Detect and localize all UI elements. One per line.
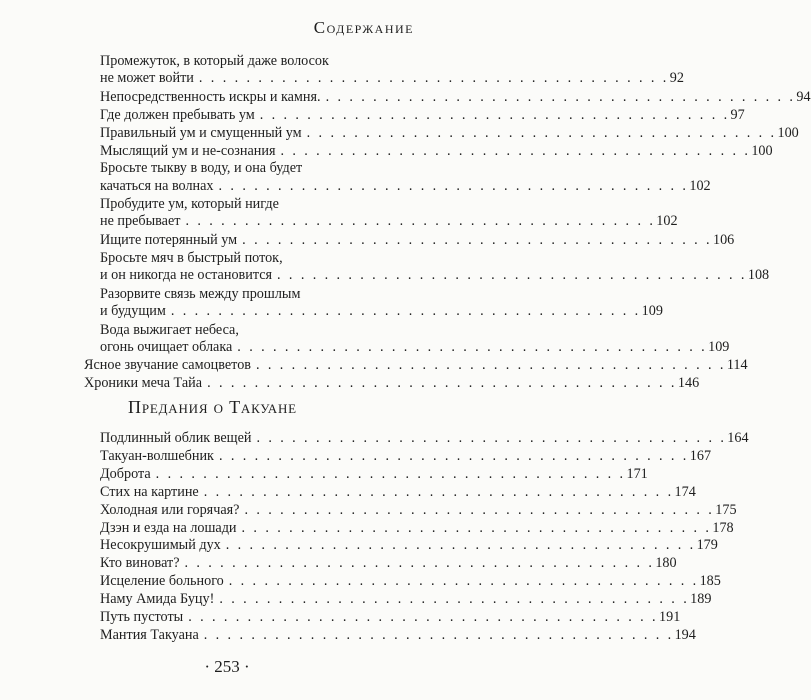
dot-leader: . . . . . . . . . . . . . . . . . . . . . . . . . . . . . . . . . . . . . . . . [203, 626, 674, 643]
toc-entry [84, 357, 748, 374]
toc-entry [100, 249, 770, 285]
dot-leader: . . . . . . . . . . . . . . . . . . . . . . . . . . . . . . . . . . . . . . . . [256, 430, 727, 446]
toc-entry-title-line: Правильный ум и смущенный ум [100, 124, 302, 141]
toc-entry [100, 591, 712, 608]
toc-entry-title-line: Кто виноват? [100, 555, 180, 572]
dot-leader: . . . . . . . . . . . . . . . . . . . . . . . . . . . . . . . . . . . . . . . . [185, 213, 656, 230]
toc-entry-page: 108 [747, 267, 770, 284]
section-title-part-2: акуане [240, 397, 297, 417]
toc-entry [100, 430, 749, 447]
toc-entry-title-line: Путь пустоты [100, 609, 184, 625]
toc-entry-title-line: Такуан-волшебник [100, 447, 214, 464]
toc-entry-title-line: Несокрушимый дух [100, 537, 221, 554]
dot-leader: . . . . . . . . . . . . . . . . . . . . . . . . . . . . . . . . . . . . . . . . [280, 142, 751, 159]
dot-leader: . . . . . . . . . . . . . . . . . . . . . . . . . . . . . . . . . . . . . . . . [219, 591, 690, 608]
toc-entry-page: 106 [712, 232, 735, 248]
toc-entry-title-line: и он никогда не остановится [100, 267, 273, 284]
toc-entry-title-line: Стих на картине [100, 483, 199, 500]
toc-entry-title-line: Разорвите связь между прошлым [100, 285, 301, 302]
toc-entry [100, 519, 734, 537]
toc-entry-page: 180 [655, 555, 677, 572]
toc-entry [100, 573, 721, 590]
dot-leader: . . . . . . . . . . . . . . . . . . . . . . . . . . . . . . . . . . . . . . . . [244, 501, 715, 518]
toc-entry [100, 106, 745, 124]
toc-entry [100, 53, 684, 88]
toc-entry [100, 465, 648, 483]
toc-entry-page: 109 [641, 302, 663, 319]
section-title-part: редания о [141, 397, 230, 417]
toc-entry [100, 321, 730, 357]
toc-entry [100, 88, 811, 106]
toc-entry [100, 124, 799, 142]
toc-entry-page: 92 [669, 70, 684, 87]
toc-entry-title-line: Промежуток, в который даже волосок [100, 53, 329, 69]
toc-entry-page: 102 [656, 213, 678, 230]
dot-leader: . . . . . . . . . . . . . . . . . . . . . . . . . . . . . . . . . . . . . . . . [188, 609, 659, 625]
dot-leader: . . . . . . . . . . . . . . . . . . . . . . . . . . . . . . . . . . . . . . . . [170, 302, 641, 319]
toc-entry-title-line: Непосредственность искры и камня. [100, 88, 321, 105]
toc-entry-title-line: Бросьте тыкву в воду, и она будет [100, 160, 303, 177]
toc-entry-page: 146 [677, 375, 700, 392]
toc-entry-page: 171 [626, 465, 648, 482]
dot-leader: . . . . . . . . . . . . . . . . . . . . . . . . . . . . . . . . . . . . . . . . [198, 70, 669, 87]
toc-entry-title-line: Хроники меча Тайа [84, 375, 203, 392]
toc-entry [100, 160, 711, 195]
toc-entry-page: 175 [715, 501, 737, 518]
toc-entry-title-line: Ясное звучание самоцветов [84, 357, 251, 374]
toc-entry [100, 447, 712, 465]
dot-leader: . . . . . . . . . . . . . . . . . . . . . . . . . . . . . . . . . . . . . . . . [242, 232, 712, 248]
section-title-initial: П [128, 397, 142, 417]
toc-entry-title-line: Пробудите ум, который нигде [100, 196, 279, 213]
dot-leader: . . . . . . . . . . . . . . . . . . . . . . . . . . . . . . . . . . . . . . . . [203, 483, 674, 500]
toc-entry-page: 109 [708, 338, 730, 355]
header-rest: одержание [326, 18, 414, 37]
toc-entry-title-line: Доброта [100, 465, 151, 482]
dot-leader: . . . . . . . . . . . . . . . . . . . . . . . . . . . . . . . . . . . . . . . . [218, 177, 689, 194]
dot-leader: . . . . . . . . . . . . . . . . . . . . . . . . . . . . . . . . . . . . . . . . [237, 338, 708, 355]
toc-entry [100, 142, 773, 160]
page-header [314, 18, 414, 38]
toc-entry-page: 178 [712, 519, 734, 536]
toc-entry-page: 167 [689, 447, 712, 464]
toc-entry-title-line: Где должен пребывать ум [100, 106, 255, 123]
dot-leader: . . . . . . . . . . . . . . . . . . . . . . . . . . . . . . . . . . . . . . . . [225, 537, 696, 554]
toc-entry [100, 483, 696, 501]
toc-entry-title-line: и будущим [100, 302, 166, 319]
toc-entry-title-line: Ищите потерянный ум [100, 232, 238, 248]
toc-entry [84, 375, 700, 392]
toc-entry-title-line: Мантия Такуана [100, 626, 199, 643]
dot-leader: . . . . . . . . . . . . . . . . . . . . . . . . . . . . . . . . . . . . . . . . [228, 573, 699, 590]
dot-leader: . . . . . . . . . . . . . . . . . . . . . . . . . . . . . . . . . . . . . . . . [306, 124, 777, 141]
toc-entry-page: 164 [727, 430, 749, 446]
toc-entry-title-line: Исцеление больного [100, 573, 224, 590]
section-title [128, 397, 297, 418]
dot-leader: . . . . . . . . . . . . . . . . . . . . . . . . . . . . . . . . . . . . . . . . [207, 375, 677, 392]
toc-entry-title-line: Подлинный облик вещей [100, 430, 252, 446]
toc-entry [100, 609, 681, 626]
toc-entry-page: 100 [777, 124, 799, 141]
toc-entry-title-line: Бросьте мяч в быстрый поток, [100, 249, 283, 266]
toc-entry [100, 626, 696, 644]
toc-entry [100, 501, 737, 519]
toc-entry [100, 232, 735, 249]
toc-entry-page: 97 [730, 106, 745, 123]
toc-entry-title-line: огонь очищает облака [100, 338, 233, 355]
toc-entry-page: 174 [674, 483, 696, 500]
toc-entry-title-line: Холодная или горячая? [100, 501, 240, 518]
toc-entry-title-line: не пребывает [100, 213, 181, 230]
toc-entry [100, 537, 718, 554]
toc-entry [100, 555, 677, 572]
dot-leader: . . . . . . . . . . . . . . . . . . . . . . . . . . . . . . . . . . . . . . . . [218, 447, 689, 464]
toc-entry-title-line: Дзэн и езда на лошади [100, 519, 237, 536]
dot-leader: . . . . . . . . . . . . . . . . . . . . . . . . . . . . . . . . . . . . . . . . [241, 519, 712, 536]
dot-leader: . . . . . . . . . . . . . . . . . . . . . . . . . . . . . . . . . . . . . . . . [277, 267, 747, 284]
dot-leader: . . . . . . . . . . . . . . . . . . . . . . . . . . . . . . . . . . . . . . . . [256, 357, 726, 374]
toc-entry-title-line: Мыслящий ум и не-сознания [100, 142, 276, 159]
toc-entry-title-line: качаться на волнах [100, 177, 214, 194]
header-initial: С [313, 18, 327, 37]
dot-leader: . . . . . . . . . . . . . . . . . . . . . . . . . . . . . . . . . . . . . . . . [155, 465, 626, 482]
toc-entry [100, 285, 663, 321]
toc-entry-title-line: Наму Амида Буцу! [100, 591, 215, 608]
section-title-initial-2: Т [229, 397, 241, 417]
toc-entry-page: 191 [659, 609, 681, 625]
toc-entry-page: 94 [796, 88, 811, 105]
dot-leader: . . . . . . . . . . . . . . . . . . . . . . . . . . . . . . . . . . . . . . . . [259, 106, 730, 123]
toc-entry-page: 185 [699, 573, 721, 590]
toc-entry-title-line: не может войти [100, 70, 194, 87]
toc-entry-page: 100 [751, 142, 773, 159]
toc-entry-page: 194 [674, 626, 696, 643]
toc-entry [100, 196, 678, 231]
dot-leader: . . . . . . . . . . . . . . . . . . . . . . . . . . . . . . . . . . . . . . . . [184, 555, 655, 572]
toc-entry-title-line: Вода выжигает небеса, [100, 321, 239, 338]
dot-leader: . . . . . . . . . . . . . . . . . . . . . . . . . . . . . . . . . . . . . . . . [325, 88, 796, 105]
page-number: · 253 · [204, 657, 250, 676]
toc-entry-page: 114 [726, 357, 748, 374]
toc-entry-page: 102 [689, 177, 711, 194]
toc-entry-page: 179 [696, 537, 718, 554]
toc-entry-page: 189 [690, 591, 712, 608]
